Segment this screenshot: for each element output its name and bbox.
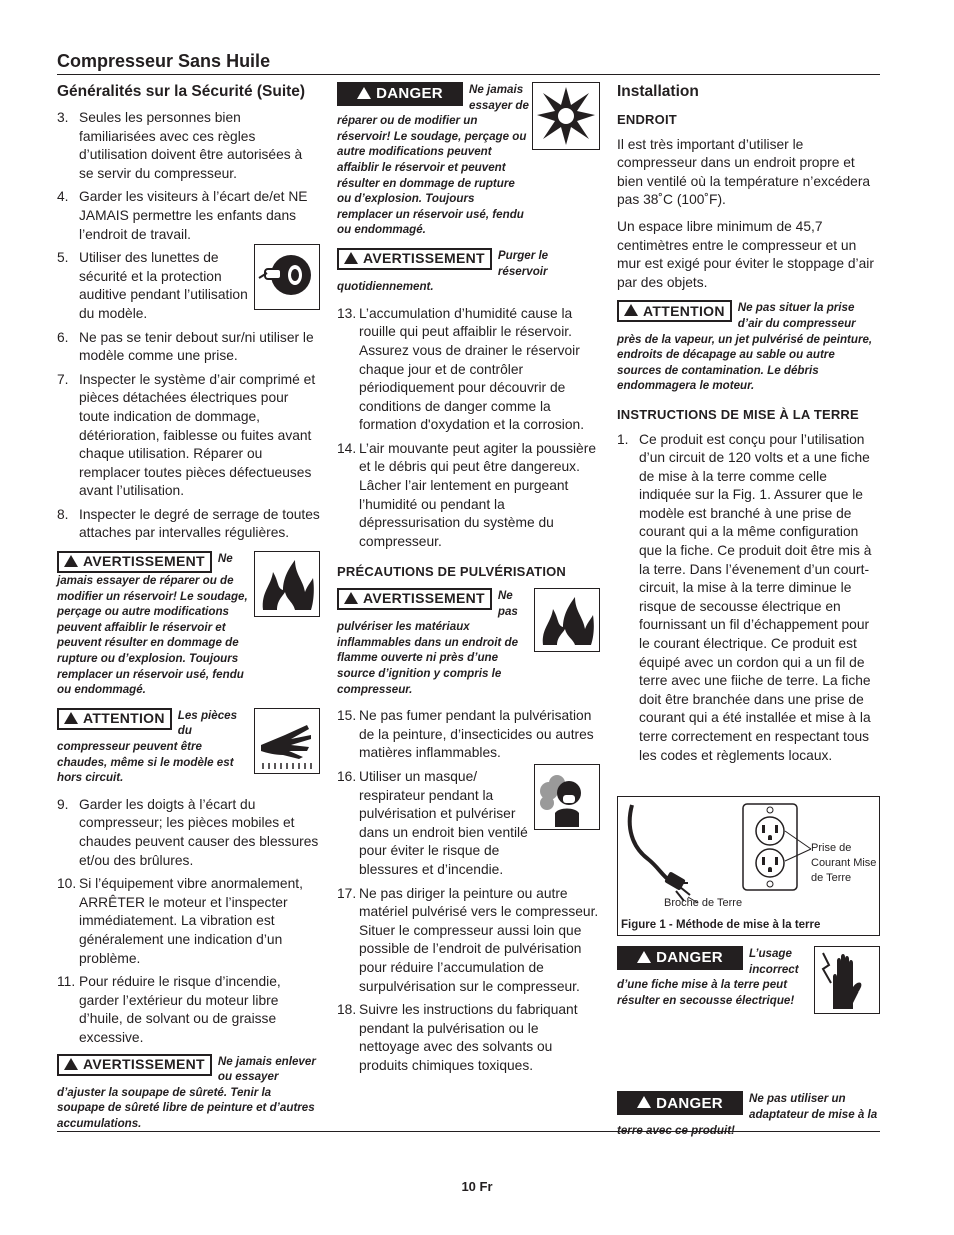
warning-text: Purger le réservoir quotidiennement. [337,248,549,294]
page-number: 10 Fr [461,1179,493,1194]
list-item: 9. Garder les doigts à l’écart du compresseur; les pièces mobiles et chaudes peuvent causer des blessures et/ou des brûlures. [57,796,319,868]
list-item: 17. Ne pas diriger la peinture ou autre matériel pulvérisé vers le compresseur. Situer le compresseur aussi loin que possible de l’endroit de pulvérisation pour réduire l’accumulation de surpulvérisation sur le compresseur. [337,885,599,994]
paragraph: Un espace libre minimum de 45,7 centimètres entre le compresseur et un mur est exigé pour éviter le stoppage d’air par des objets. [617,218,874,290]
warning-text: Ne jamais essayer de réparer ou de modifier un réservoir! Le soudage, perçage ou autre modifications peuvent affaiblir le réservoir et peuvent résulter en dommage de rupture ou d’explosion. Toujours remplacer un réservoir usé, fendu ou endommagé. [57,552,248,697]
subheading: INSTRUCTIONS DE MISE À LA TERRE [617,406,859,422]
list-item: 1. Ce produit est conçu pour l’utilisation d’un circuit de 120 volts et a une fiche de mise à la terre comme celle indiquée sur la Fig. 1. Assurer que le modèle est branché à une prise de courant qui a la même configuration que la fiche. Ce produit doit être mis à la terre. Dans l’évenement d’un court-circuit, la mise à la terre diminue le risque de secousse électrique en fournissant un fil d’échappement pour le courant électrique. Ce produit est équipé avec un cordon qui a un fil de terre avec une fiiche de terre. La fiche doit être branchée dans une prise de courant qui a été installée et mise à la terre correctement en respectant tous les codes et règlements locaux. [617,431,872,763]
subheading: PRÉCAUTIONS DE PULVÉRISATION [337,564,567,580]
list-item: 8. Inspecter le degré de serrage de toutes attaches par intervalles régulières. [57,506,320,541]
fire-icon [254,551,320,617]
fire-icon [534,588,600,652]
figure-label-ground-pin: Broche de Terre [664,897,743,909]
warning-box [337,248,600,295]
list-item: 18. Suivre les instructions du fabriquant pendant la pulvérisation ou le nettoyage avec des solvants ou produits chimiques toxiques. [337,1002,578,1073]
list-item: 13. L’accumulation d’humidité cause la rouille qui peut affaiblir le réservoir. Assurez vous de drainer le réservoir chaque jour et de contrôler périodiquement pour découvrir de conditions de danger comme la formation d'oxydation et la corrosion. [337,305,585,433]
caution-badge: ATTENTION [617,300,732,322]
page-header-title: Compresseur Sans Huile [57,51,271,71]
danger-badge: DANGER [617,1091,743,1115]
danger-text: Ne pas utiliser un adaptateur de mise à la terre avec ce produit! [617,1092,878,1137]
column-1 [57,80,320,1141]
caution-box [57,708,320,786]
section-heading: Généralités sur la Sécurité (Suite) [57,83,306,100]
warning-box [57,1054,320,1132]
danger-badge: DANGER [337,82,463,106]
subheading: ENDROIT [617,112,677,127]
warning-box [337,588,600,697]
leader-lines [783,827,813,867]
list-item: 14. L’air mouvante peut agiter la poussière et le débris qui peut être dangereux. Lâcher l’air lentement en purgeant l’humidité ou pendant la dépressurisation du système du compresseur. [337,440,596,549]
warning-badge: AVERTISSEMENT [57,1054,212,1076]
caution-badge: ATTENTION [57,708,172,730]
caution-text: Ne pas situer la prise d’air du compresseur près de la vapeur, un jet pulvérisé de peinture, endroits de décapage au sable ou autre sources de contamination. Le débris endommagera le moteur. [617,301,873,393]
figure-grounding [617,796,880,936]
explosion-icon [532,82,600,150]
respirator-icon [534,764,600,830]
list-item: 4. Garder les visiteurs à l’écart de/et NE JAMAIS permettre les enfants dans l’endroit de travail. [57,189,308,242]
section-heading: Installation [617,83,699,100]
column-2 [337,80,600,1080]
figure-label-outlet: Prise de Courant Mise de Terre [811,842,877,884]
warning-box [57,551,320,698]
list-item: 11. Pour réduire le risque d’incendie, garder l’extérieur du moteur libre d’huile, de solvant ou de graisse excessive. [57,974,281,1045]
danger-box [617,946,880,1008]
list-item: 6. Ne pas se tenir debout sur/ni utiliser le modèle comme une prise. [57,329,314,364]
danger-text: L’usage incorrect d’une fiche mise à la terre peut résulter en secousse électrique! [617,947,799,1007]
danger-badge: DANGER [617,946,743,970]
electric-shock-icon [814,946,880,1014]
caution-text: Les pièces du compresseur peuvent être chaudes, même si le modèle est hors circuit. [57,708,238,785]
warning-text: Ne jamais enlever ou essayer d’ajuster la soupape de sûreté. Tenir la soupape de sûreté libre de peinture et d’autres accumulations. [57,1054,316,1130]
danger-text: Ne jamais essayer de réparer ou de modifier un réservoir! Le soudage, perçage ou autre modifications peuvent affaiblir le réservoir et peuvent résulter en dommage de rupture ou d’explosion. Toujours remplacer un réservoir usé, fendu ou endommagé. [337,83,529,237]
caution-box [617,300,880,394]
warning-badge: AVERTISSEMENT [337,248,492,270]
figure-caption: Figure 1 - Méthode de mise à la terre [621,919,821,931]
list-item: 3. Seules les personnes bien familiarisées avec ces règles d’utilisation doivent être autorisées à se servir du compresseur. [57,110,303,181]
warning-text: Ne pas pulvériser les matériaux inflammables dans un endroit de flamme ouverte ni près d’une source d’ignition y compris le compresseur. [337,589,519,696]
list-item: 5. Utiliser des lunettes de sécurité et la protection auditive pendant l’utilisation du modèle. [57,249,320,323]
goggles-earmuff-icon [254,244,320,310]
hot-surface-hand-icon [254,708,320,774]
warning-badge: AVERTISSEMENT [337,588,492,610]
footer-rule [57,1131,880,1132]
list-item: 16. Utiliser un masque/ respirateur pendant la pulvérisation et pulvériser dans un endroit bien ventilé pour éviter le risque de blessures et d’incendie. [337,768,600,880]
list-item: 15. Ne pas fumer pendant la pulvérisation de la peinture, d’insecticides ou autres matières inflammables. [337,708,594,761]
warning-badge: AVERTISSEMENT [57,551,212,573]
paragraph: Il est très important d’utiliser le compresseur dans un endroit propre et bien ventilé où la température n’excédera pas 38˚C (100˚F). [617,136,871,208]
column-3 [617,80,880,770]
list-item: 10. Si l’équipement vibre anormalement, ARRÊTER le moteur et l’inspecter immédiatement. La vibration est généralement une indication d’un problème. [57,876,303,966]
header-rule [57,74,880,75]
danger-box [337,82,600,238]
list-item: 7. Inspecter le système d’air comprimé et pièces détachées électriques pour toute indication de dommage, détérioration, faiblesse ou fuites avant chaque utilisation. Réparer ou remplacer toutes pièces défectueuses avant l’utilisation. [57,371,316,499]
